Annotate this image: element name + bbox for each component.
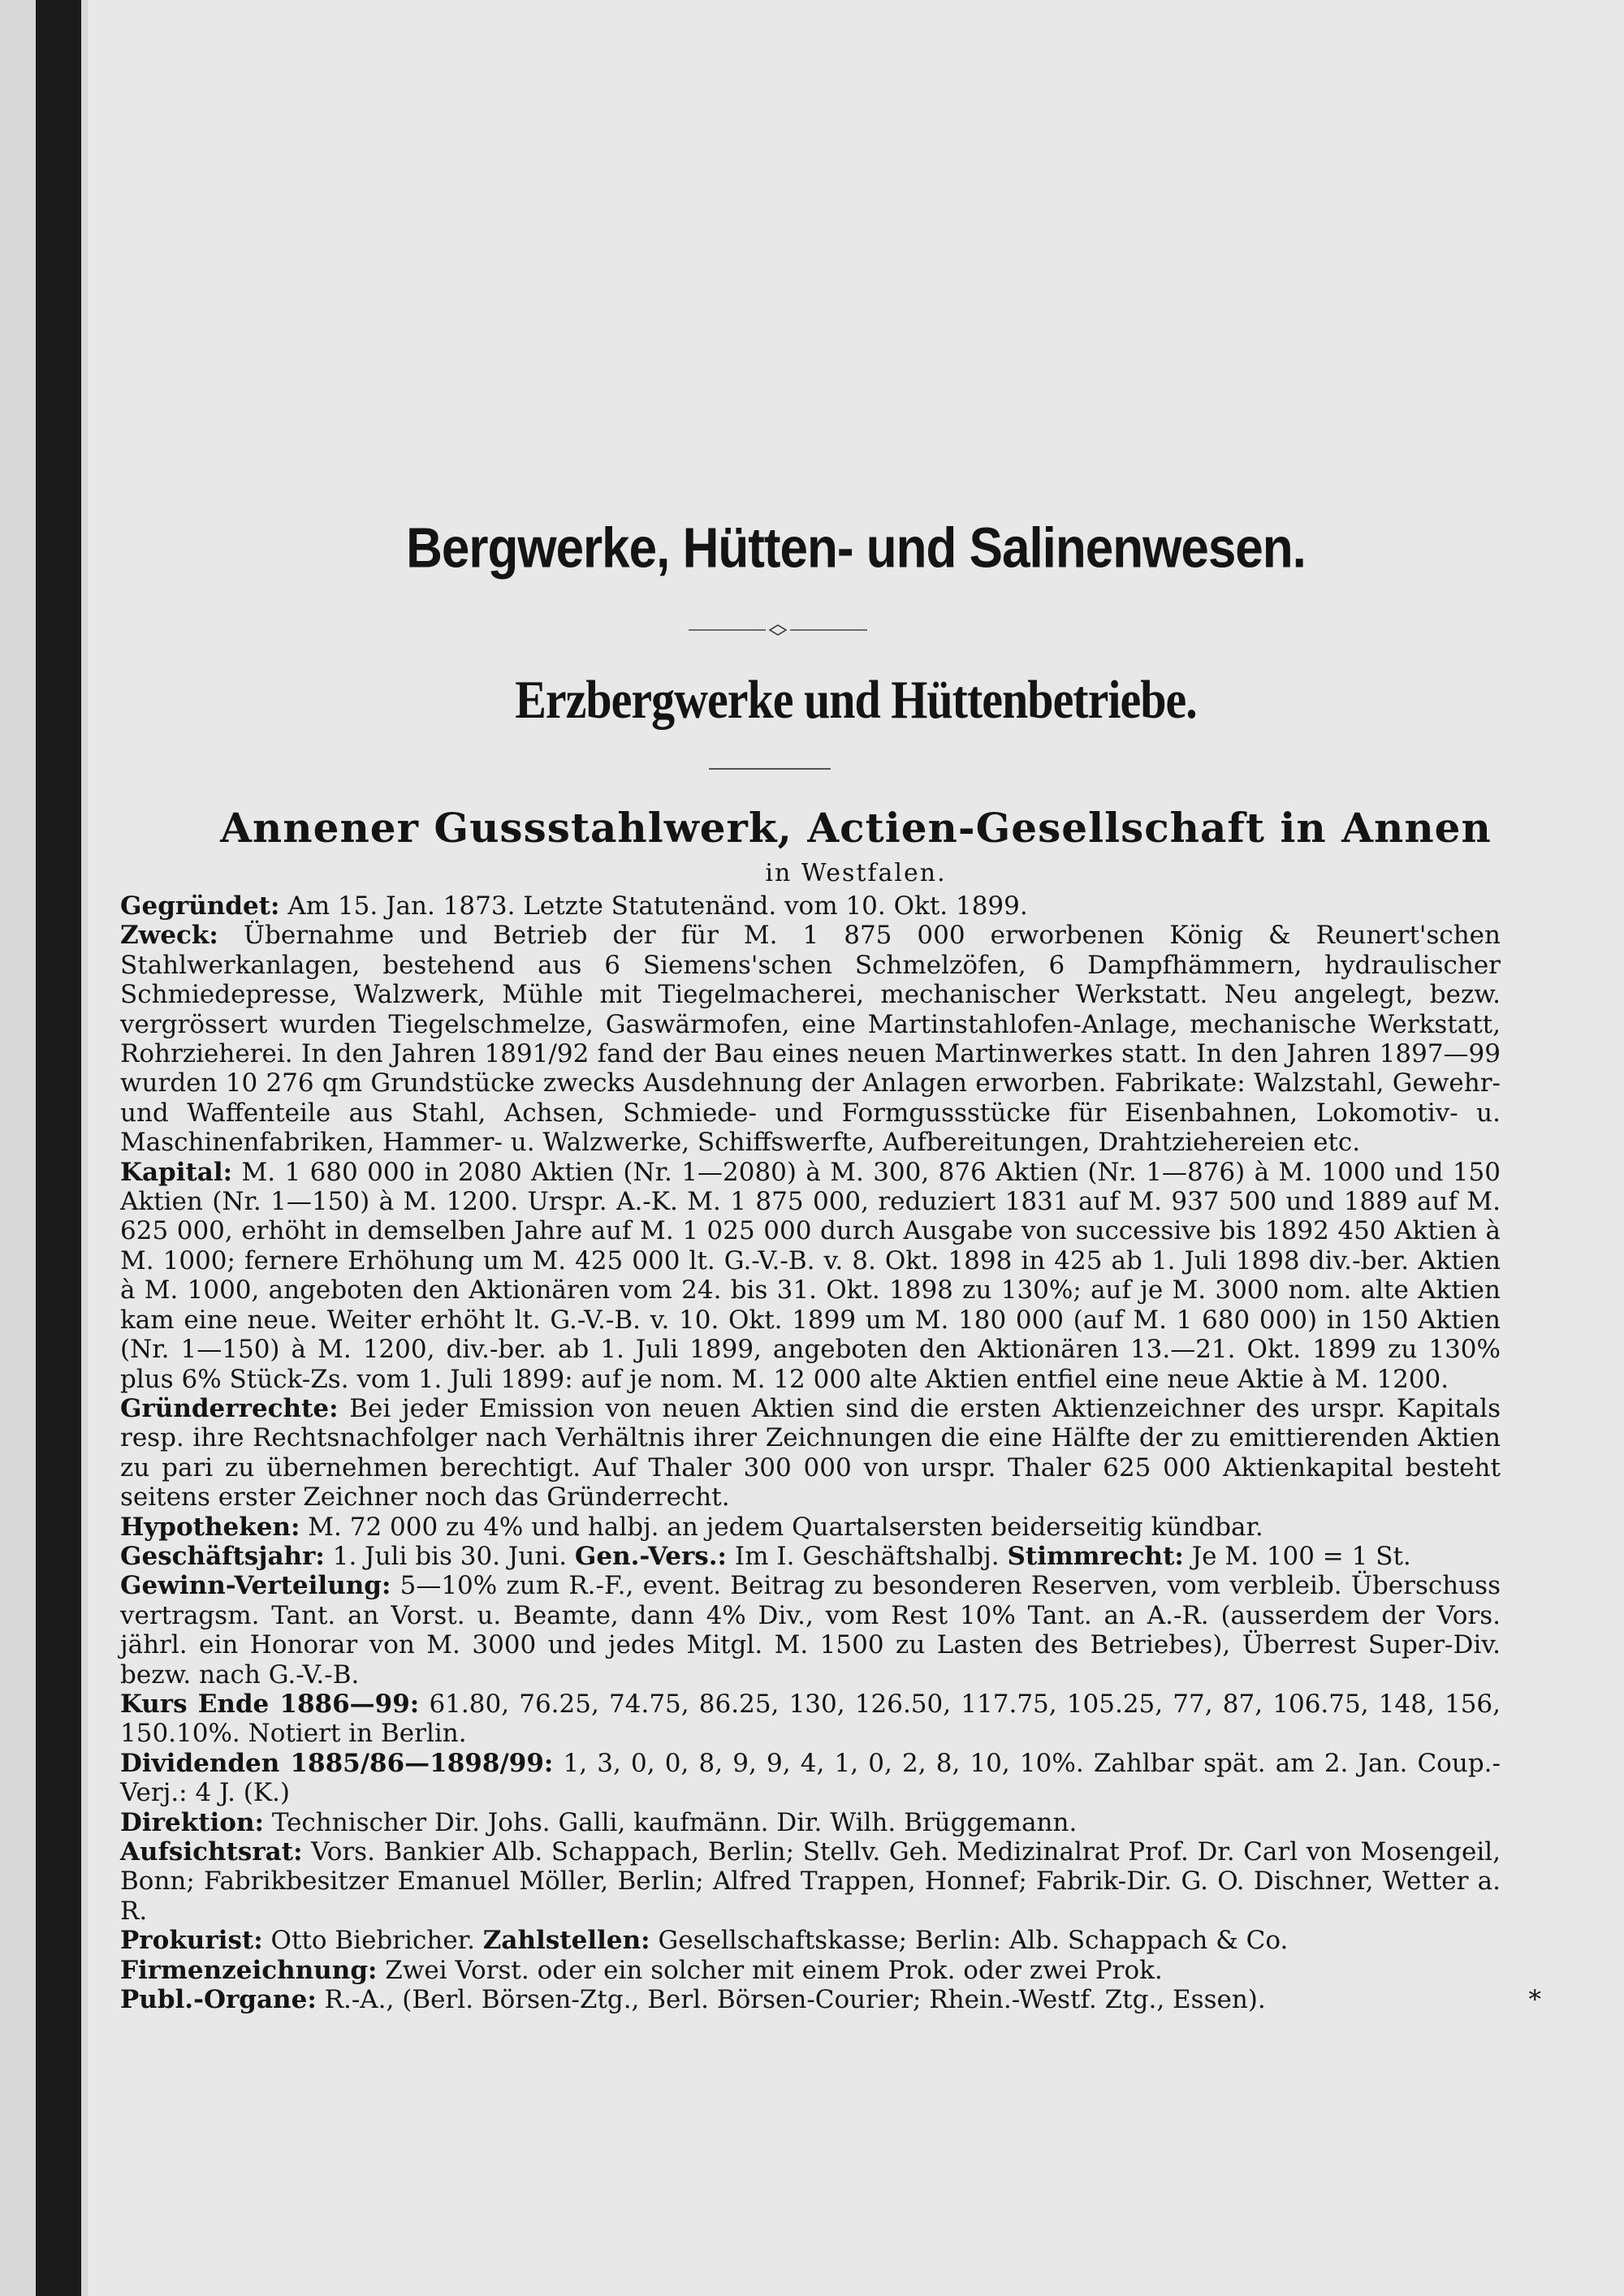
ornament-divider [689, 622, 867, 638]
entry-label: Geschäftsjahr: [120, 1541, 325, 1571]
title-rule [709, 768, 831, 770]
entry-text: R.-A., (Berl. Börsen-Ztg., Berl. Börsen-Courier; Rhein.-Westf. Ztg., Essen). [324, 1985, 1266, 2015]
entry-text: 1. Juli bis 30. Juni. [332, 1541, 568, 1571]
entry-zweck [120, 921, 1501, 1157]
subsection-title: Erzbergwerke und Hüttenbetriebe. [515, 669, 1197, 730]
company-entry-body [120, 891, 1541, 2015]
entry-aufsichtsrat [120, 1837, 1501, 1926]
entry-direktion [120, 1808, 1501, 1837]
footnote-mark: * [1528, 1985, 1541, 2015]
section-title: Bergwerke, Hütten- und Salinenwesen. [406, 516, 1306, 580]
entry-label-gen-vers: Gen.-Vers.: [574, 1541, 727, 1571]
entry-text: Bei jeder Emission von neuen Aktien sind die ersten Aktienzeichner des urspr. Kapitals resp. ihre Rechtsnachfolger nach Verhältnis ihrer Zeichnungen die eine Hälfte der zu emittierenden Aktien zu pari zu übernehmen berechtigt. Auf Thaler 300 000 von urspr. Thaler 625 000 Aktienkapital besteht seitens erster Zeichner noch das Gründerrecht. [120, 1393, 1501, 1513]
entry-label: Publ.-Organe: [120, 1985, 317, 2015]
entry-geschaeftsjahr [120, 1542, 1501, 1571]
entry-label: Firmenzeichnung: [120, 1955, 378, 1985]
entry-text: 61.80, 76.25, 74.75, 86.25, 130, 126.50, 117.75, 105.25, 77, 87, 106.75, 148, 156, 150.10%. Notiert in Berlin. [120, 1689, 1501, 1749]
entry-text: M. 72 000 zu 4% und halbj. an jedem Quartalsersten beiderseitig kündbar. [308, 1512, 1263, 1542]
entry-label: Hypotheken: [120, 1512, 300, 1542]
entry-label: Aufsichtsrat: [120, 1837, 303, 1867]
entry-prokurist [120, 1926, 1501, 1955]
entry-label: Direktion: [120, 1807, 264, 1837]
entry-label: Dividenden 1885/86—1898/99: [120, 1748, 554, 1778]
entry-gegruendet [120, 891, 1501, 921]
entry-label-stimmrecht: Stimmrecht: [1007, 1541, 1184, 1571]
entry-firmenzeichnung [120, 1956, 1501, 1985]
entry-text: Am 15. Jan. 1873. Letzte Statutenänd. vom 10. Okt. 1899. [287, 891, 1028, 921]
entry-label: Kapital: [120, 1157, 233, 1187]
entry-label: Gewinn-Verteilung: [120, 1571, 391, 1601]
entry-label: Zweck: [120, 921, 218, 951]
entry-text-stimmrecht: Je M. 100 = 1 St. [1191, 1541, 1411, 1571]
entry-label: Kurs Ende 1886—99: [120, 1689, 420, 1719]
entry-gewinn-verteilung [120, 1571, 1501, 1690]
entry-kapital [120, 1158, 1501, 1394]
company-location: in Westfalen. [765, 859, 947, 887]
book-spine [0, 0, 88, 2296]
entry-text: M. 1 680 000 in 2080 Aktien (Nr. 1—2080) à M. 300, 876 Aktien (Nr. 1—876) à M. 1000 und 150 Aktien (Nr. 1—150) à M. 1200. Urspr. A.-K. M. 1 875 000, reduziert 1831 auf M. 937 500 und 1889 auf M. 625 000, erhöht in demselben Jahre auf M. 1 025 000 durch Ausgabe von successive bis 1892 450 Aktien à M. 1000; fernere Erhöhung um M. 425 000 lt. G.-V.-B. v. 8. Okt. 1898 in 425 ab 1. Juli 1898 div.-ber. Aktien à M. 1000, angeboten den Aktionären vom 24. bis 31. Okt. 1898 zu 130%; auf je M. 3000 nom. alte Aktien kam eine neue. Weiter erhöht lt. G.-V.-B. v. 10. Okt. 1899 um M. 180 000 (auf M. 1 680 000) in 150 Aktien (Nr. 1—150) à M. 1200, div.-ber. ab 1. Juli 1899, angeboten den Aktionären 13.—21. Okt. 1899 zu 130% plus 6% Stück-Zs. vom 1. Juli 1899: auf je nom. M. 12 000 alte Aktien entfiel eine neue Aktie à M. 1200. [120, 1157, 1501, 1394]
entry-dividenden [120, 1749, 1501, 1808]
entry-text: 1, 3, 0, 0, 8, 9, 9, 4, 1, 0, 2, 8, 10, 10%. Zahlbar spät. am 2. Jan. Coup.-Verj.: 4 J. (K.) [120, 1748, 1501, 1808]
binding-shadow [36, 0, 81, 2296]
entry-text: Zwei Vorst. oder ein solcher mit einem Prok. oder zwei Prok. [385, 1955, 1163, 1985]
entry-text-gen-vers: Im I. Geschäftshalbj. [734, 1541, 1000, 1571]
entry-label-zahlstellen: Zahlstellen: [482, 1926, 650, 1956]
entry-text: Übernahme und Betrieb der für M. 1 875 000 erworbenen König & Reunert'schen Stahlwerkanlagen, bestehend aus 6 Siemens'schen Schmelzöfen, 6 Dampfhämmern, hydraulischer Schmiedepresse, Walzwerk, Mühle mit Tiegelmacherei, mechanischer Werkstatt. Neu angelegt, bezw. vergrössert wurden Tiegelschmelze, Gaswärmofen, eine Martinstahlofen-Anlage, mechanische Werkstatt, Rohrzieherei. In den Jahren 1891/92 fand der Bau eines neuen Martinwerkes statt. In den Jahren 1897—99 wurden 10 276 qm Grundstücke zwecks Ausdehnung der Anlagen erworben. Fabrikate: Walzstahl, Gewehr- und Waffenteile aus Stahl, Achsen, Schmiede- und Formgussstücke für Eisenbahnen, Lokomotiv- u. Maschinenfabriken, Hammer- u. Walzwerke, Schiffswerfte, Aufbereitungen, Drahtziehereien etc. [120, 921, 1501, 1158]
entry-label: Gründerrechte: [120, 1393, 339, 1423]
entry-text: Otto Biebricher. [270, 1926, 475, 1956]
company-name: Annener Gussstahlwerk, Actien-Gesellschaft in Annen [220, 804, 1492, 852]
entry-text: Technischer Dir. Johs. Galli, kaufmänn. Dir. Wilh. Brüggemann. [271, 1807, 1078, 1837]
entry-kurs [120, 1690, 1501, 1749]
entry-text: Vors. Bankier Alb. Schappach, Berlin; Stellv. Geh. Medizinalrat Prof. Dr. Carl von Mosengeil, Bonn; Fabrikbesitzer Emanuel Möller, Berlin; Alfred Trappen, Honnef; Fabrik-Dir. G. O. Dischner, Wetter a. R. [120, 1837, 1501, 1926]
entry-gruenderrechte [120, 1394, 1501, 1513]
entry-text: 5—10% zum R.-F., event. Beitrag zu besonderen Reserven, vom verbleib. Überschuss vertragsm. Tant. an Vorst. u. Beamte, dann 4% Div., vom Rest 10% Tant. an A.-R. (ausserdem der Vors. jährl. ein Honorar von M. 3000 und jedes Mitgl. M. 1500 zu Lasten des Betriebes), Überrest Super-Div. bezw. nach G.-V.-B. [120, 1571, 1501, 1690]
entry-hypotheken [120, 1513, 1501, 1542]
entry-label: Gegründet: [120, 891, 280, 921]
entry-text-zahlstellen: Gesellschaftskasse; Berlin: Alb. Schappach & Co. [658, 1926, 1289, 1956]
entry-publ-organe [120, 1985, 1541, 2015]
page [88, 0, 1624, 2296]
entry-label: Prokurist: [120, 1926, 263, 1956]
